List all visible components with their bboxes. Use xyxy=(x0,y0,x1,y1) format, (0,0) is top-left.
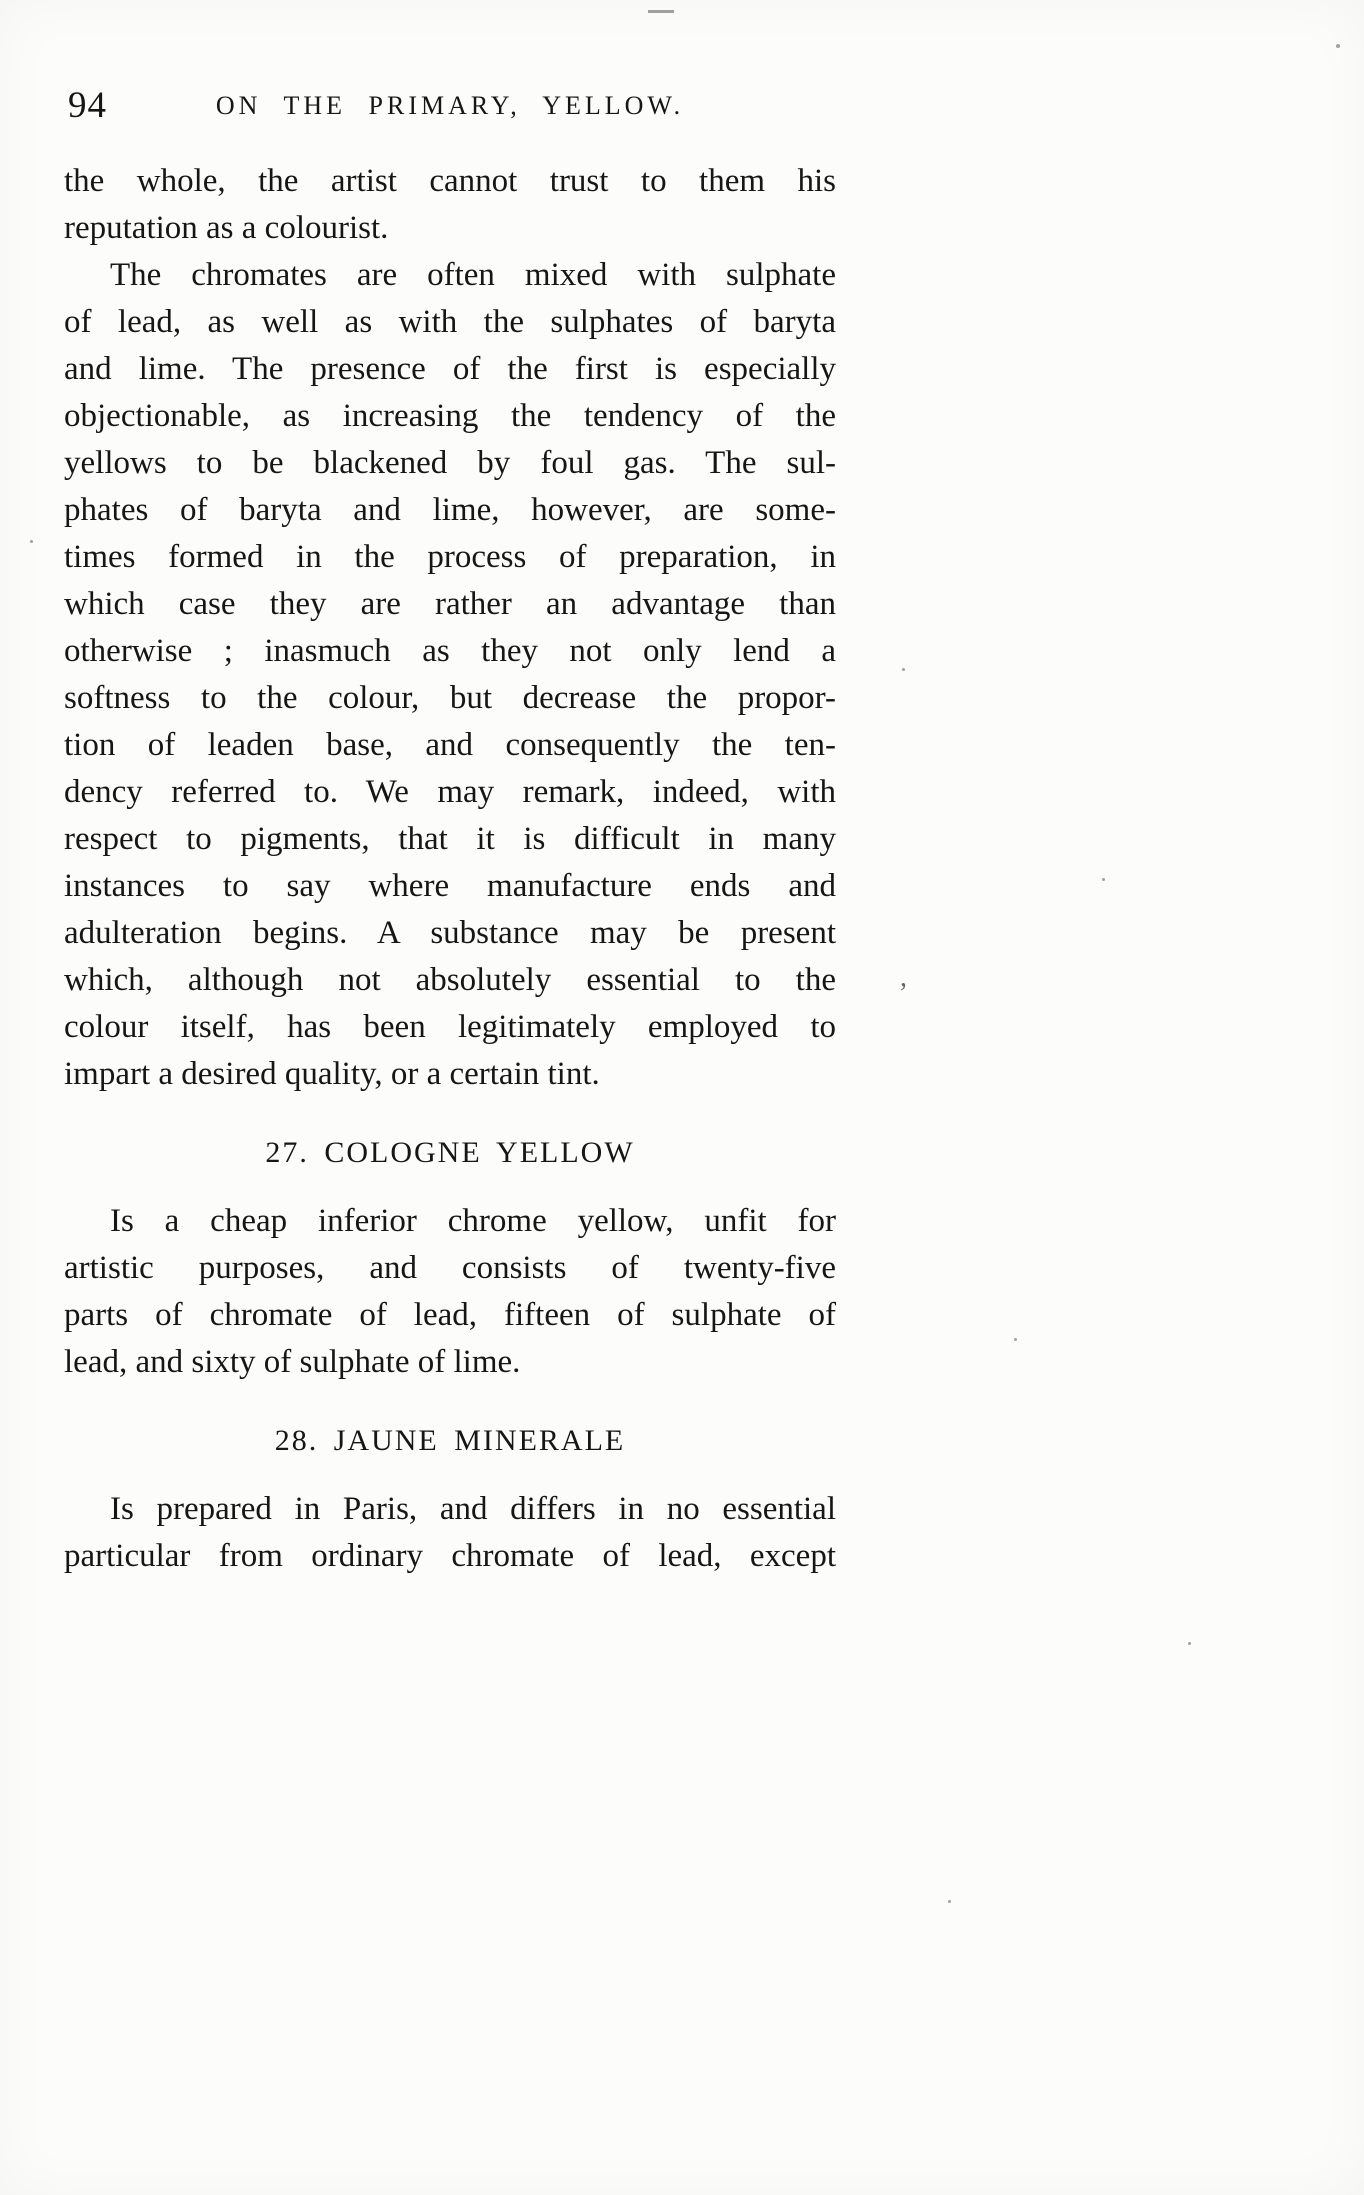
text-line: reputation as a colourist. xyxy=(64,210,389,246)
text-line: lead, and sixty of sulphate of lime. xyxy=(64,1344,521,1380)
text-line: impart a desired quality, or a certain tint. xyxy=(64,1056,600,1092)
text-line: adulteration begins. A substance may be present xyxy=(64,915,836,951)
text-line: yellows to be blackened by foul gas. The sul- xyxy=(64,445,836,481)
scan-artifact xyxy=(648,10,674,13)
scan-artifact xyxy=(948,1900,951,1903)
text-line: instances to say where manufacture ends and xyxy=(64,868,836,904)
text-line: objectionable, as increasing the tendency of the xyxy=(64,398,836,434)
text-line: colour itself, has been legitimately employed to xyxy=(64,1009,836,1045)
scan-artifact xyxy=(902,668,905,671)
text-line: dency referred to. We may remark, indeed, with xyxy=(64,774,836,810)
section-heading: 27. COLOGNE YELLOW xyxy=(265,1136,635,1169)
paragraph xyxy=(64,158,836,252)
scan-artifact xyxy=(1014,1338,1017,1341)
paragraph xyxy=(64,1198,836,1386)
running-header: ON THE PRIMARY, YELLOW. xyxy=(215,91,685,120)
scan-artifact xyxy=(1336,44,1340,48)
text-line: tion of leaden base, and consequently the ten- xyxy=(64,727,836,763)
scan-artifact xyxy=(30,540,33,543)
text-line: artistic purposes, and consists of twenty-five xyxy=(64,1250,836,1286)
text-line: which, although not absolutely essential to the xyxy=(64,962,836,998)
scan-artifact: , xyxy=(900,962,907,993)
text-line: times formed in the process of preparation, in xyxy=(64,539,836,575)
text-line: which case they are rather an advantage than xyxy=(64,586,836,622)
text-line: parts of chromate of lead, fifteen of sulphate of xyxy=(64,1297,836,1333)
scan-artifact xyxy=(1102,878,1105,881)
text-line: particular from ordinary chromate of lead, except xyxy=(64,1538,836,1574)
text-line: softness to the colour, but decrease the propor- xyxy=(64,680,836,716)
text-line: The chromates are often mixed with sulphate xyxy=(110,257,836,293)
page-body xyxy=(64,158,836,1580)
paragraph xyxy=(64,1486,836,1580)
text-line: and lime. The presence of the first is especially xyxy=(64,351,836,387)
text-line: of lead, as well as with the sulphates of baryta xyxy=(64,304,836,340)
section-heading: 28. JAUNE MINERALE xyxy=(274,1424,626,1457)
scan-artifact xyxy=(1188,1642,1191,1645)
text-line: Is a cheap inferior chrome yellow, unfit for xyxy=(110,1203,836,1239)
text-line: respect to pigments, that it is difficult in many xyxy=(64,821,836,857)
paragraph xyxy=(64,252,836,1098)
text-line: otherwise ; inasmuch as they not only lend a xyxy=(64,633,836,669)
text-line: Is prepared in Paris, and differs in no essential xyxy=(110,1491,836,1527)
page-header xyxy=(64,84,836,134)
text-line: the whole, the artist cannot trust to them his xyxy=(64,163,836,199)
page-number: 94 xyxy=(68,85,107,126)
text-line: phates of baryta and lime, however, are some- xyxy=(64,492,836,528)
